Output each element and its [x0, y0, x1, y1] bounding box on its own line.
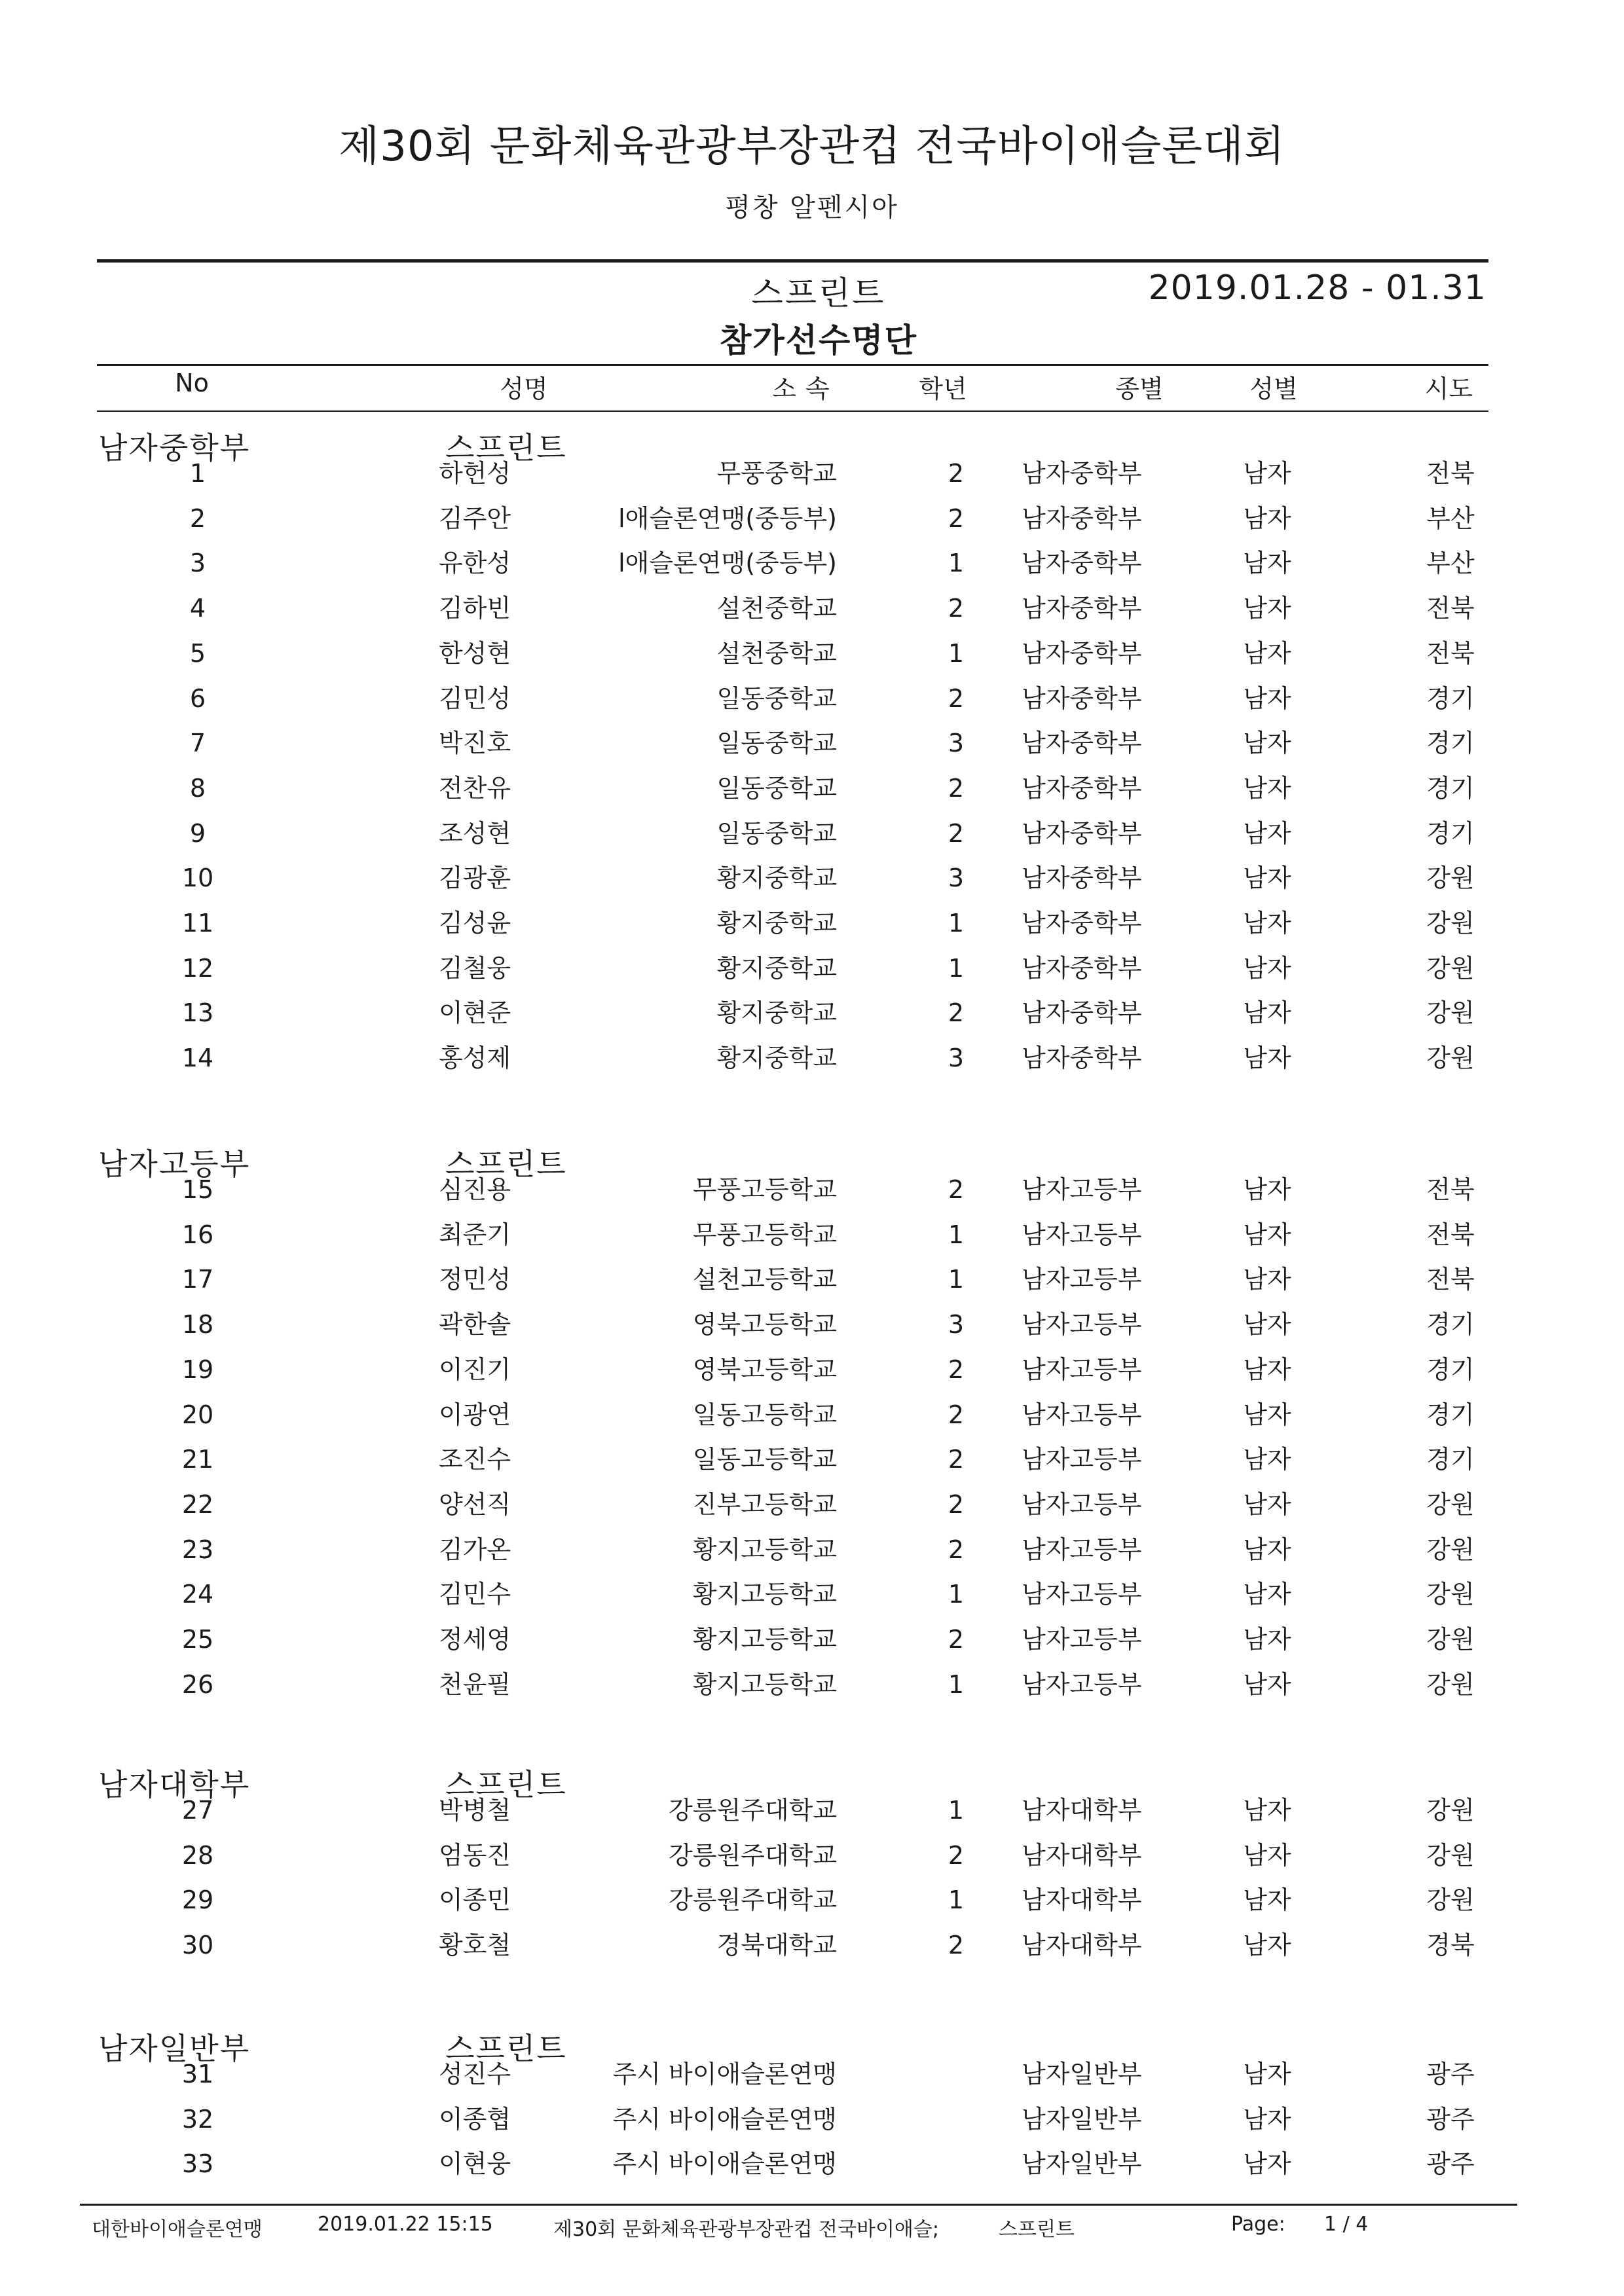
- row-affiliation: 설천중학교: [716, 596, 837, 621]
- row-category: 남자대학부: [1022, 1796, 1142, 1825]
- row-number: 12: [181, 953, 214, 983]
- athlete-name: 이광연: [438, 1400, 511, 1429]
- row-number: 27: [181, 1796, 214, 1825]
- row-category: 남자중학부: [1022, 503, 1142, 533]
- row-category: 남자고등부: [1022, 1445, 1142, 1474]
- row-number: 16: [181, 1220, 214, 1249]
- row-sex: 남자: [1243, 864, 1291, 893]
- row-grade: 1: [948, 549, 965, 578]
- row-number: 31: [181, 2060, 214, 2088]
- row-affiliation: 일동중학교: [716, 820, 837, 846]
- row-grade: 1: [948, 1886, 965, 1915]
- athlete-name: 조성현: [438, 818, 511, 848]
- athlete-name: 홍성제: [438, 1044, 511, 1073]
- row-number: 17: [181, 1265, 214, 1294]
- row-sex: 남자: [1243, 503, 1291, 533]
- row-affiliation: 무풍중학교: [716, 461, 837, 486]
- row-category: 남자중학부: [1022, 683, 1142, 713]
- row-sex: 남자: [1243, 953, 1291, 983]
- section-heading: 남자대학부: [98, 1767, 251, 1802]
- row-region: 경기: [1426, 773, 1475, 803]
- athlete-name: 이현준: [438, 998, 511, 1028]
- row-sex: 남자: [1243, 1669, 1291, 1699]
- row-region: 강원: [1426, 1625, 1475, 1654]
- row-region: 전북: [1426, 1220, 1475, 1249]
- row-region: 강원: [1426, 909, 1475, 938]
- row-region: 전북: [1426, 638, 1475, 668]
- row-affiliation: 황지중학교: [716, 866, 837, 891]
- athlete-name: 최준기: [438, 1220, 511, 1249]
- row-affiliation: 일동중학교: [716, 685, 837, 711]
- row-number: 4: [189, 594, 206, 623]
- row-category: 남자중학부: [1022, 909, 1142, 938]
- row-affiliation: 황지고등학교: [692, 1582, 837, 1607]
- row-region: 부산: [1426, 503, 1475, 533]
- row-sex: 남자: [1243, 2060, 1291, 2088]
- row-region: 경기: [1426, 1310, 1475, 1339]
- row-affiliation: 일동중학교: [716, 731, 837, 756]
- row-affiliation: 강릉원주대학교: [669, 1798, 837, 1823]
- row-affiliation: 영북고등학교: [692, 1312, 837, 1338]
- athlete-name: 조진수: [438, 1445, 511, 1474]
- row-affiliation: 강릉원주대학교: [669, 1887, 837, 1913]
- row-region: 강원: [1426, 1796, 1475, 1825]
- row-category: 남자고등부: [1022, 1625, 1142, 1654]
- row-number: 15: [181, 1175, 214, 1204]
- row-sex: 남자: [1243, 1796, 1291, 1825]
- row-category: 남자대학부: [1022, 1840, 1142, 1870]
- row-grade: 2: [948, 998, 965, 1028]
- athlete-name: 양선직: [438, 1489, 511, 1519]
- column-header-grade: 학년: [919, 374, 967, 403]
- row-region: 경북: [1426, 1931, 1475, 1960]
- section-heading: 남자중학부: [98, 430, 251, 465]
- row-sex: 남자: [1243, 1886, 1291, 1915]
- row-affiliation: 일동중학교: [716, 775, 837, 801]
- row-sex: 남자: [1243, 1535, 1291, 1564]
- row-grade: 2: [948, 683, 965, 713]
- row-sex: 남자: [1243, 729, 1291, 758]
- row-grade: 1: [948, 1580, 965, 1609]
- row-region: 강원: [1426, 1489, 1475, 1519]
- top-rule: [97, 259, 1488, 263]
- column-header-name: 성명: [500, 374, 548, 403]
- athlete-name: 김민수: [438, 1580, 511, 1609]
- athlete-name: 성진수: [438, 2060, 511, 2088]
- row-category: 남자고등부: [1022, 1310, 1142, 1339]
- athlete-name: 이종협: [438, 2104, 511, 2134]
- row-sex: 남자: [1243, 773, 1291, 803]
- row-affiliation: 황지고등학교: [692, 1627, 837, 1652]
- row-number: 10: [181, 864, 214, 893]
- row-category: 남자고등부: [1022, 1265, 1142, 1294]
- row-number: 21: [181, 1445, 214, 1474]
- row-number: 26: [181, 1669, 214, 1699]
- row-grade: 2: [948, 594, 965, 623]
- row-category: 남자중학부: [1022, 1044, 1142, 1073]
- row-sex: 남자: [1243, 909, 1291, 938]
- athlete-name: 정민성: [438, 1265, 511, 1294]
- athlete-name: 이종민: [438, 1886, 511, 1915]
- row-affiliation: 일동고등학교: [692, 1447, 837, 1472]
- row-category: 남자고등부: [1022, 1489, 1142, 1519]
- row-category: 남자중학부: [1022, 864, 1142, 893]
- row-number: 22: [181, 1489, 214, 1519]
- row-affiliation: l애슬론연맹(중등부): [618, 551, 837, 576]
- footer-event: 스프린트: [999, 2218, 1075, 2241]
- list-title: 참가선수명단: [720, 321, 917, 359]
- section-heading: 남자일반부: [98, 2031, 251, 2066]
- row-sex: 남자: [1243, 998, 1291, 1028]
- athlete-name: 김광훈: [438, 864, 511, 893]
- row-affiliation: 주시 바이애슬론연맹: [612, 2151, 837, 2177]
- row-number: 20: [181, 1400, 214, 1429]
- row-sex: 남자: [1243, 1625, 1291, 1654]
- row-sex: 남자: [1243, 1265, 1291, 1294]
- row-region: 경기: [1426, 1400, 1475, 1429]
- row-grade: 2: [948, 1840, 965, 1870]
- athlete-name: 황호철: [438, 1931, 511, 1960]
- row-region: 광주: [1426, 2149, 1475, 2179]
- row-region: 전북: [1426, 1265, 1475, 1294]
- column-header-affiliation: 소속: [772, 374, 839, 403]
- row-number: 33: [181, 2149, 214, 2179]
- row-sex: 남자: [1243, 1489, 1291, 1519]
- footer-page-label: Page:: [1231, 2213, 1285, 2236]
- row-number: 29: [181, 1886, 214, 1915]
- row-category: 남자중학부: [1022, 594, 1142, 623]
- athlete-name: 박진호: [438, 729, 511, 758]
- row-category: 남자일반부: [1022, 2149, 1142, 2179]
- row-grade: 2: [948, 1355, 965, 1384]
- row-affiliation: 진부고등학교: [692, 1491, 837, 1517]
- row-affiliation: 무풍고등학교: [692, 1177, 837, 1202]
- event-name: 스프린트: [751, 274, 886, 312]
- row-number: 3: [189, 549, 206, 578]
- row-affiliation: 강릉원주대학교: [669, 1842, 837, 1868]
- row-sex: 남자: [1243, 2104, 1291, 2134]
- row-number: 13: [181, 998, 214, 1028]
- athlete-name: 김하빈: [438, 594, 511, 623]
- row-region: 강원: [1426, 1840, 1475, 1870]
- row-grade: 1: [948, 909, 965, 938]
- row-number: 18: [181, 1310, 214, 1339]
- row-grade: 1: [948, 953, 965, 983]
- row-affiliation: 황지중학교: [716, 1000, 837, 1026]
- row-affiliation: 주시 바이애슬론연맹: [612, 2106, 837, 2132]
- row-sex: 남자: [1243, 2149, 1291, 2179]
- section-event: 스프린트: [445, 430, 567, 465]
- row-category: 남자중학부: [1022, 729, 1142, 758]
- row-category: 남자고등부: [1022, 1580, 1142, 1609]
- row-region: 전북: [1426, 594, 1475, 623]
- row-number: 28: [181, 1840, 214, 1870]
- row-grade: 3: [948, 1044, 965, 1073]
- row-category: 남자중학부: [1022, 638, 1142, 668]
- venue-subtitle: 평창 알펜시아: [725, 192, 899, 223]
- row-category: 남자대학부: [1022, 1886, 1142, 1915]
- footer-page-number: 1 / 4: [1324, 2213, 1369, 2236]
- row-category: 남자고등부: [1022, 1669, 1142, 1699]
- row-region: 강원: [1426, 998, 1475, 1028]
- row-grade: 2: [948, 503, 965, 533]
- column-header-no: No: [175, 369, 209, 397]
- row-grade: 3: [948, 729, 965, 758]
- row-number: 6: [189, 683, 206, 713]
- column-header-sex: 성별: [1249, 374, 1298, 403]
- row-grade: 2: [948, 1535, 965, 1564]
- row-number: 11: [181, 909, 214, 938]
- date-range: 2019.01.28 - 01.31: [1148, 268, 1486, 308]
- row-category: 남자대학부: [1022, 1931, 1142, 1960]
- row-grade: 2: [948, 1625, 965, 1654]
- row-region: 강원: [1426, 1886, 1475, 1915]
- footer-org: 대한바이애슬론연맹: [92, 2218, 263, 2241]
- section-heading: 남자고등부: [98, 1146, 251, 1182]
- row-sex: 남자: [1243, 459, 1291, 488]
- row-affiliation: 주시 바이애슬론연맹: [612, 2062, 837, 2086]
- row-sex: 남자: [1243, 1355, 1291, 1384]
- section-event: 스프린트: [445, 1146, 567, 1182]
- row-category: 남자중학부: [1022, 998, 1142, 1028]
- row-number: 8: [189, 773, 206, 803]
- row-affiliation: 일동고등학교: [692, 1402, 837, 1427]
- row-region: 강원: [1426, 1044, 1475, 1073]
- row-affiliation: l애슬론연맹(중등부): [618, 505, 837, 531]
- row-grade: 2: [948, 773, 965, 803]
- athlete-name: 이진기: [438, 1355, 511, 1384]
- row-category: 남자중학부: [1022, 549, 1142, 578]
- row-grade: 1: [948, 1265, 965, 1294]
- row-affiliation: 황지고등학교: [692, 1537, 837, 1562]
- row-grade: 2: [948, 1175, 965, 1204]
- row-category: 남자고등부: [1022, 1220, 1142, 1249]
- row-grade: 2: [948, 1931, 965, 1960]
- row-number: 9: [189, 818, 206, 848]
- row-grade: 2: [948, 818, 965, 848]
- row-category: 남자중학부: [1022, 459, 1142, 488]
- row-sex: 남자: [1243, 549, 1291, 578]
- row-grade: 2: [948, 1445, 965, 1474]
- row-region: 강원: [1426, 1535, 1475, 1564]
- athlete-name: 하헌성: [438, 459, 511, 488]
- row-sex: 남자: [1243, 1931, 1291, 1960]
- row-region: 광주: [1426, 2060, 1475, 2088]
- row-region: 경기: [1426, 1445, 1475, 1474]
- row-region: 강원: [1426, 953, 1475, 983]
- row-category: 남자일반부: [1022, 2104, 1142, 2134]
- row-affiliation: 황지고등학교: [692, 1671, 837, 1697]
- row-category: 남자고등부: [1022, 1400, 1142, 1429]
- header-top-rule: [97, 364, 1488, 366]
- row-affiliation: 설천고등학교: [692, 1267, 837, 1292]
- row-sex: 남자: [1243, 1175, 1291, 1204]
- row-number: 23: [181, 1535, 214, 1564]
- row-grade: 2: [948, 459, 965, 488]
- athlete-name: 곽한솔: [438, 1310, 511, 1339]
- row-number: 24: [181, 1580, 214, 1609]
- row-sex: 남자: [1243, 818, 1291, 848]
- row-sex: 남자: [1243, 638, 1291, 668]
- header-bottom-rule: [97, 410, 1488, 412]
- row-affiliation: 황지중학교: [716, 955, 837, 981]
- section-event: 스프린트: [445, 1767, 567, 1802]
- row-number: 5: [189, 638, 206, 668]
- row-region: 강원: [1426, 1580, 1475, 1609]
- athlete-name: 김성윤: [438, 909, 511, 938]
- row-affiliation: 황지중학교: [716, 911, 837, 936]
- row-region: 경기: [1426, 683, 1475, 713]
- athlete-name: 김가온: [438, 1535, 511, 1564]
- row-sex: 남자: [1243, 1445, 1291, 1474]
- athlete-name: 정세영: [438, 1625, 511, 1654]
- column-header-category: 종별: [1115, 374, 1164, 403]
- athlete-name: 전찬유: [438, 773, 511, 803]
- row-affiliation: 설천중학교: [716, 640, 837, 666]
- row-region: 광주: [1426, 2104, 1475, 2134]
- row-sex: 남자: [1243, 1580, 1291, 1609]
- row-affiliation: 황지중학교: [716, 1046, 837, 1071]
- row-category: 남자고등부: [1022, 1175, 1142, 1204]
- row-region: 강원: [1426, 864, 1475, 893]
- row-number: 1: [189, 459, 206, 488]
- row-sex: 남자: [1243, 1840, 1291, 1870]
- row-category: 남자중학부: [1022, 953, 1142, 983]
- row-category: 남자일반부: [1022, 2060, 1142, 2088]
- page-title: 제30회 문화체육관광부장관컵 전국바이애슬론대회: [339, 122, 1285, 171]
- row-category: 남자중학부: [1022, 818, 1142, 848]
- athlete-name: 김주안: [438, 503, 511, 533]
- athlete-name: 유한성: [438, 549, 511, 578]
- row-grade: 3: [948, 1310, 965, 1339]
- column-header-region: 시도: [1424, 374, 1473, 403]
- row-region: 경기: [1426, 729, 1475, 758]
- row-grade: 3: [948, 864, 965, 893]
- footer-doc-ref: 제30회 문화체육관광부장관컵 전국바이애슬;: [553, 2218, 939, 2241]
- row-region: 전북: [1426, 1175, 1475, 1204]
- row-sex: 남자: [1243, 1044, 1291, 1073]
- row-number: 30: [181, 1931, 214, 1960]
- row-grade: 1: [948, 1796, 965, 1825]
- row-category: 남자중학부: [1022, 773, 1142, 803]
- row-sex: 남자: [1243, 1400, 1291, 1429]
- athlete-name: 이현웅: [438, 2149, 511, 2179]
- row-number: 32: [181, 2104, 214, 2134]
- row-region: 부산: [1426, 549, 1475, 578]
- footer-printed: 2019.01.22 15:15: [318, 2213, 493, 2236]
- row-affiliation: 무풍고등학교: [692, 1222, 837, 1247]
- athlete-name: 김민성: [438, 683, 511, 713]
- section-event: 스프린트: [445, 2031, 567, 2066]
- athlete-name: 박병철: [438, 1796, 511, 1825]
- row-region: 강원: [1426, 1669, 1475, 1699]
- row-grade: 1: [948, 638, 965, 668]
- athlete-name: 심진용: [438, 1175, 511, 1204]
- footer-rule: [80, 2204, 1517, 2206]
- row-sex: 남자: [1243, 1310, 1291, 1339]
- row-number: 14: [181, 1044, 214, 1073]
- athlete-name: 천윤필: [438, 1669, 511, 1699]
- row-sex: 남자: [1243, 594, 1291, 623]
- row-region: 경기: [1426, 1355, 1475, 1384]
- row-grade: 1: [948, 1669, 965, 1699]
- row-number: 19: [181, 1355, 214, 1384]
- row-grade: 1: [948, 1220, 965, 1249]
- row-affiliation: 영북고등학교: [692, 1357, 837, 1382]
- row-number: 7: [189, 729, 206, 758]
- row-number: 25: [181, 1625, 214, 1654]
- row-category: 남자고등부: [1022, 1535, 1142, 1564]
- athlete-name: 엄동진: [438, 1840, 511, 1870]
- row-affiliation: 경북대학교: [716, 1933, 837, 1958]
- row-region: 전북: [1426, 459, 1475, 488]
- row-sex: 남자: [1243, 683, 1291, 713]
- athlete-name: 김철웅: [438, 953, 511, 983]
- row-category: 남자고등부: [1022, 1355, 1142, 1384]
- row-region: 경기: [1426, 818, 1475, 848]
- row-grade: 2: [948, 1489, 965, 1519]
- row-number: 2: [189, 503, 206, 533]
- row-sex: 남자: [1243, 1220, 1291, 1249]
- athlete-name: 한성현: [438, 638, 511, 668]
- row-grade: 2: [948, 1400, 965, 1429]
